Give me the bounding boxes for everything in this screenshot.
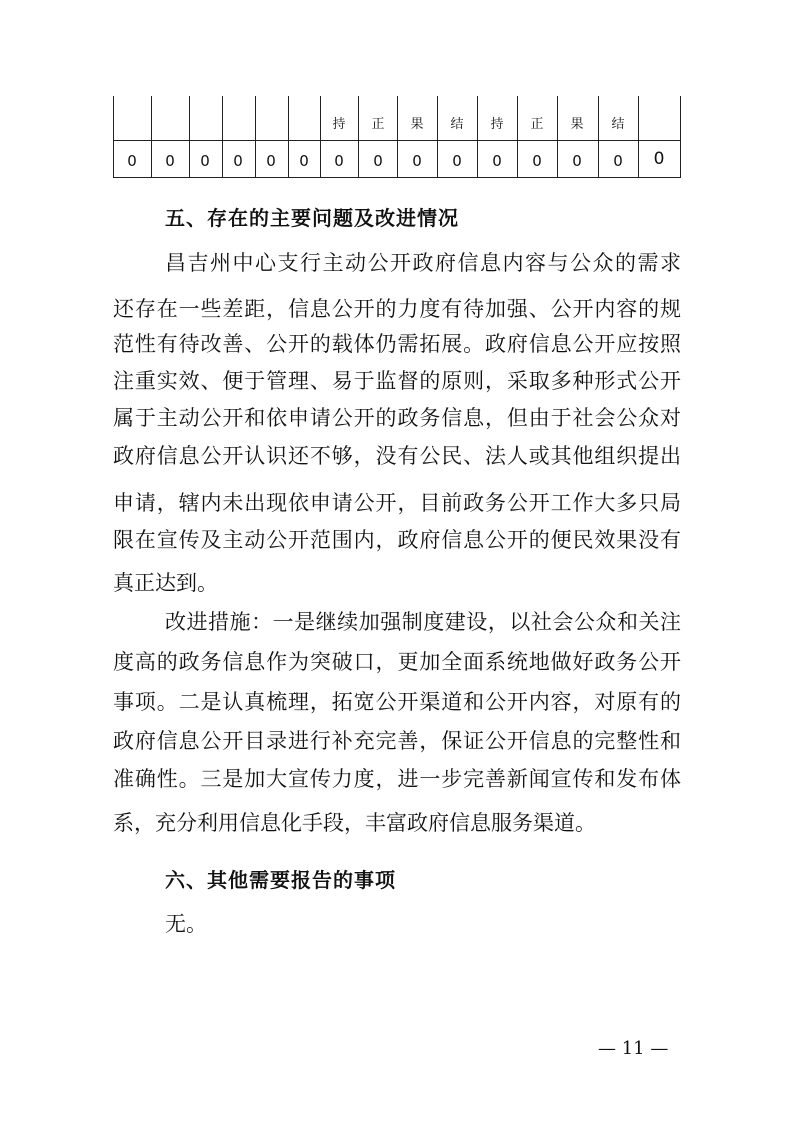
section-heading-problems: 五、存在的主要问题及改进情况 [165, 206, 459, 230]
section-heading-other-matters: 六、其他需要报告的事项 [165, 868, 396, 892]
table-cell-value: 0 [613, 152, 623, 170]
paragraph-line: 系，充分利用信息化手段，丰富政府信息服务渠道。 [113, 811, 596, 835]
table-col-divider [288, 96, 289, 178]
table-col-divider [477, 96, 478, 178]
table-cell-value: 0 [653, 149, 665, 169]
table-header-cell: 结 [611, 117, 625, 132]
table-header-cell: 持 [332, 117, 346, 132]
table-col-divider [358, 96, 359, 178]
table-header-cell: 正 [530, 117, 544, 132]
table-col-divider [557, 96, 558, 178]
table-cell-value: 0 [572, 152, 582, 170]
table-col-divider [397, 96, 398, 178]
table-col-divider [437, 96, 438, 178]
paragraph-line: 度高的政务信息作为突破口，更加全面系统地做好政务公开 [113, 650, 681, 674]
table-col-divider [680, 96, 681, 178]
section-body-none: 无。 [165, 912, 207, 936]
table-cell-value: 0 [492, 152, 502, 170]
paragraph-line: 属于主动公开和依申请公开的政务信息，但由于社会公众对 [113, 406, 681, 430]
table-col-divider [113, 96, 114, 178]
table-cell-value: 0 [452, 152, 462, 170]
table-header-cell: 果 [410, 117, 424, 132]
table-cell-value: 0 [532, 152, 542, 170]
table-cell-value: 0 [334, 152, 344, 170]
table-header-cell: 果 [570, 117, 584, 132]
paragraph-line: 真正达到。 [113, 571, 218, 595]
page-number: — 11 — [598, 1038, 669, 1059]
paragraph-line: 事项。二是认真梳理，拓宽公开渠道和公开内容，对原有的 [113, 690, 681, 714]
paragraph-line: 还存在一些差距，信息公开的力度有待加强、公开内容的规 [113, 297, 681, 321]
table-col-divider [320, 96, 321, 178]
table-header-cell: 正 [371, 117, 385, 132]
paragraph-line: 申请，辖内未出现依申请公开，目前政务公开工作大多只局 [113, 491, 681, 515]
statistics-table-fragment [113, 96, 681, 178]
table-cell-value: 0 [299, 152, 309, 170]
paragraph-line: 改进措施：一是继续加强制度建设，以社会公众和关注 [165, 610, 681, 634]
table-cell-value: 0 [200, 152, 210, 170]
table-header-cell: 持 [490, 117, 504, 132]
table-cell-value: 0 [233, 152, 243, 170]
table-col-divider [189, 96, 190, 178]
paragraph-line: 注重实效、便于管理、易于监督的原则，采取多种形式公开 [113, 369, 681, 393]
paragraph-line: 限在宣传及主动公开范围内，政府信息公开的便民效果没有 [113, 528, 681, 552]
table-col-divider [222, 96, 223, 178]
table-col-divider [598, 96, 599, 178]
paragraph-line: 政府信息公开目录进行补充完善，保证公开信息的完整性和 [113, 729, 681, 753]
table-cell-value: 0 [412, 152, 422, 170]
paragraph-line: 政府信息公开认识还不够，没有公民、法人或其他组织提出 [113, 444, 681, 468]
table-col-divider [638, 96, 639, 178]
paragraph-line: 准确性。三是加大宣传力度，进一步完善新闻宣传和发布体 [113, 767, 681, 791]
table-cell-value: 0 [373, 152, 383, 170]
table-col-divider [517, 96, 518, 178]
table-cell-value: 0 [266, 152, 276, 170]
paragraph-line: 范性有待改善、公开的载体仍需拓展。政府信息公开应按照 [113, 332, 681, 356]
paragraph-line: 昌吉州中心支行主动公开政府信息内容与公众的需求 [165, 251, 681, 275]
table-col-divider [151, 96, 152, 178]
table-cell-value: 0 [165, 152, 175, 170]
table-header-cell: 结 [450, 117, 464, 132]
table-cell-value: 0 [127, 152, 137, 170]
table-col-divider [255, 96, 256, 178]
